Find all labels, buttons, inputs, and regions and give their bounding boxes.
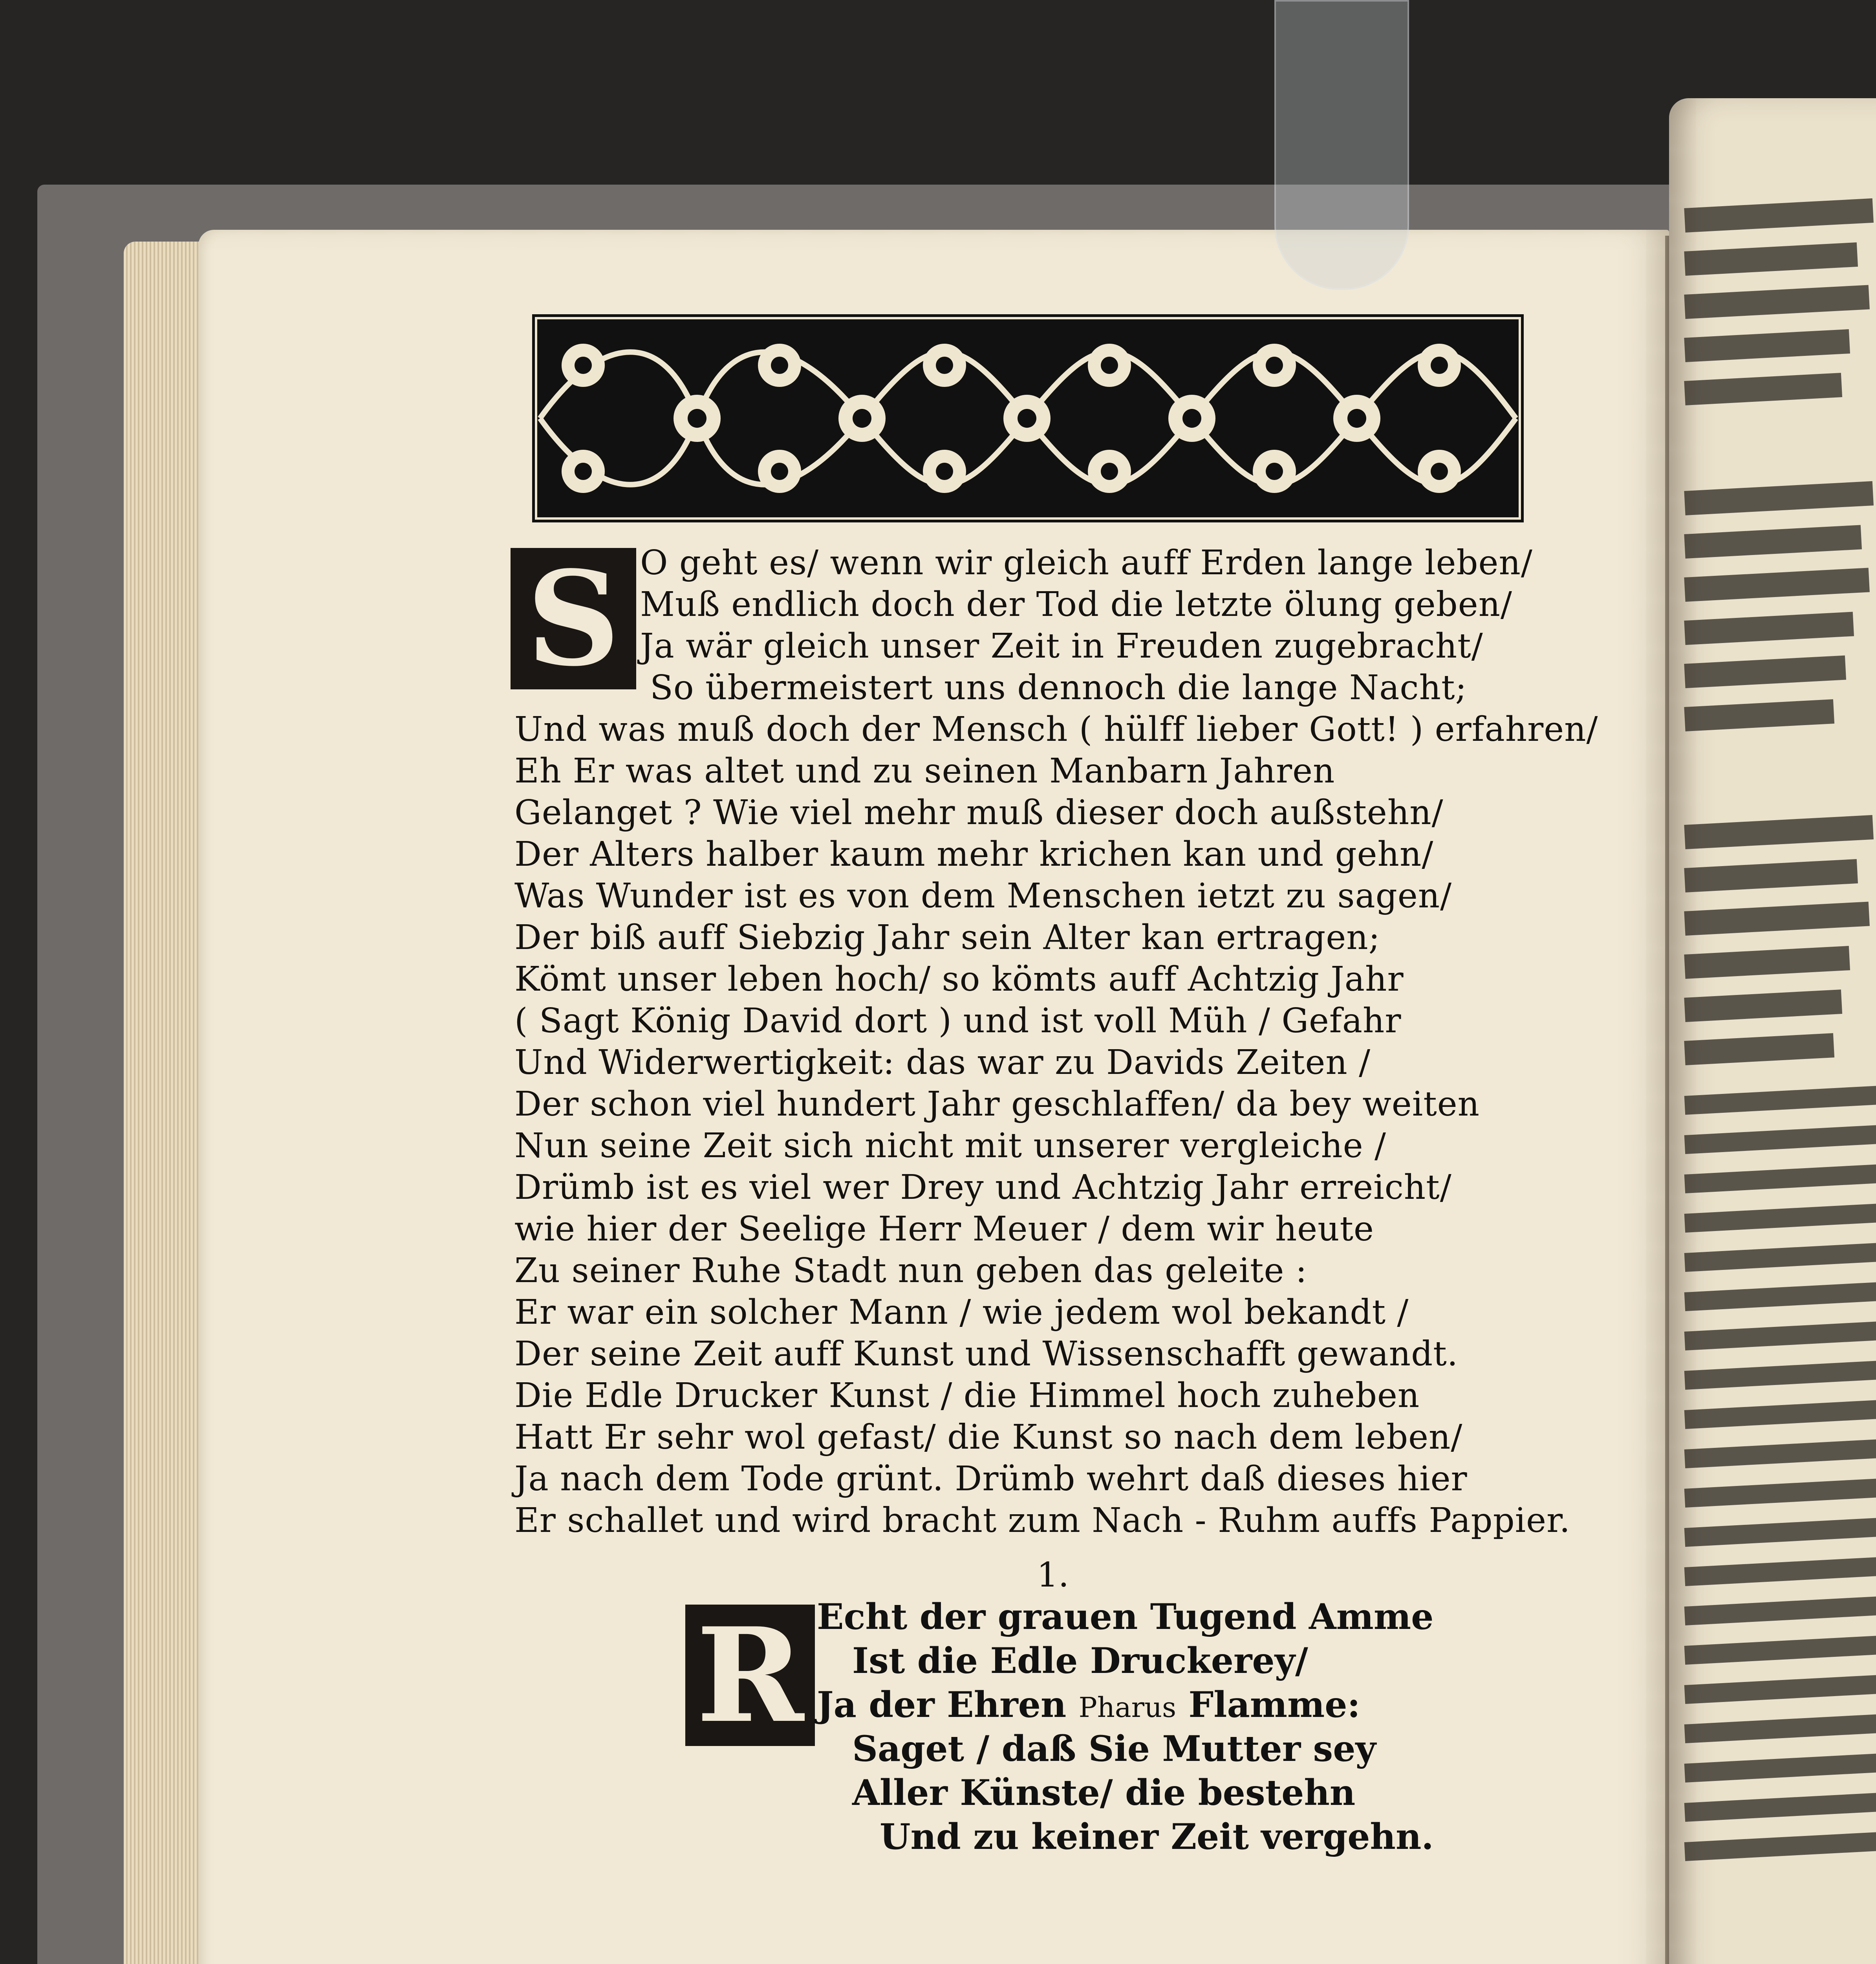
poem-line: Hatt Er sehr wol gefast/ die Kunst so nach dem leben/ [514,1418,1463,1457]
poem-line: Er schallet und wird bracht zum Nach - Ruhm auffs Pappier. [514,1501,1571,1540]
stanza-line [683,1683,1429,1727]
poem-line: Und Widerwertigkeit: das war zu Davids Zeiten / [514,1043,1371,1082]
poem-line: Der seine Zeit auff Kunst und Wissenschafft gewandt. [514,1334,1459,1374]
poem-line: O geht es/ wenn wir gleich auff Erden lange leben/ [640,543,1533,583]
stanza-line: Ist die Edle Druckerey/ [852,1640,1308,1682]
drop-cap-r: R [685,1605,815,1746]
poem-line: Ja wär gleich unser Zeit in Freuden zugebracht/ [640,627,1483,666]
poem-line: ( Sagt König David dort ) und ist voll Müh / Gefahr [514,1001,1402,1041]
stanza-text [683,1595,1434,1859]
poem-text [514,542,1598,1541]
stanza-fragment: Pharus [1078,1691,1177,1724]
stanza-line: Aller Künste/ die bestehn [852,1772,1356,1814]
stanza-fragment: Flamme: [1188,1684,1360,1726]
poem-line: Nun seine Zeit sich nicht mit unserer vergleiche / [514,1126,1386,1165]
poem-line: Was Wunder ist es von dem Menschen ietzt zu sagen/ [514,876,1452,916]
stanza-line: Echt der grauen Tugend Amme [817,1596,1434,1638]
stanza-line: Saget / daß Sie Mutter sey [852,1728,1376,1770]
ornament-icon [532,314,1524,522]
poem-line: Ja nach dem Tode grünt. Drümb wehrt daß dieses hier [514,1459,1468,1499]
stanza-fragment: Ja der Ehren [817,1684,1067,1726]
poem-line: wie hier der Seelige Herr Meuer / dem wir heute [514,1209,1374,1249]
poem-line: Muß endlich doch der Tod die letzte ölung geben/ [640,585,1512,624]
section-number: 1. [1037,1555,1069,1595]
poem-line: Zu seiner Ruhe Stadt nun geben das geleite : [514,1251,1307,1290]
page-stack-edge [124,242,208,1964]
plastic-clip-top[interactable] [1274,0,1409,290]
poem-line: Drümb ist es viel wer Drey und Achtzig Jahr erreicht/ [514,1168,1452,1207]
poem-line: Der Alters halber kaum mehr krichen kan und gehn/ [514,835,1434,874]
poem-line: Er war ein solcher Mann / wie jedem wol bekandt / [514,1293,1409,1332]
poem-line: Kömt unser leben hoch/ so kömts auff Achtzig Jahr [514,960,1404,999]
drop-cap-s: S [511,548,636,689]
poem-line: Der schon viel hundert Jahr geschlaffen/ da bey weiten [514,1085,1480,1124]
floral-ornament-band [532,314,1524,522]
poem-line: So übermeistert uns dennoch die lange Nacht; [650,668,1467,707]
stanza-line: Und zu keiner Zeit vergehn. [880,1816,1434,1858]
poem-line: Gelanget ? Wie viel mehr muß dieser doch außstehn/ [514,793,1444,832]
poem-line: Und was muß doch der Mensch ( hülff lieber Gott! ) erfahren/ [514,710,1598,749]
poem-line: Der biß auff Siebzig Jahr sein Alter kan ertragen; [514,918,1380,957]
recto-page-partial [1669,98,1876,1964]
poem-line: Eh Er was altet und zu seinen Manbarn Jahren [514,751,1335,791]
poem-line: Die Edle Drucker Kunst / die Himmel hoch zuheben [514,1376,1420,1415]
